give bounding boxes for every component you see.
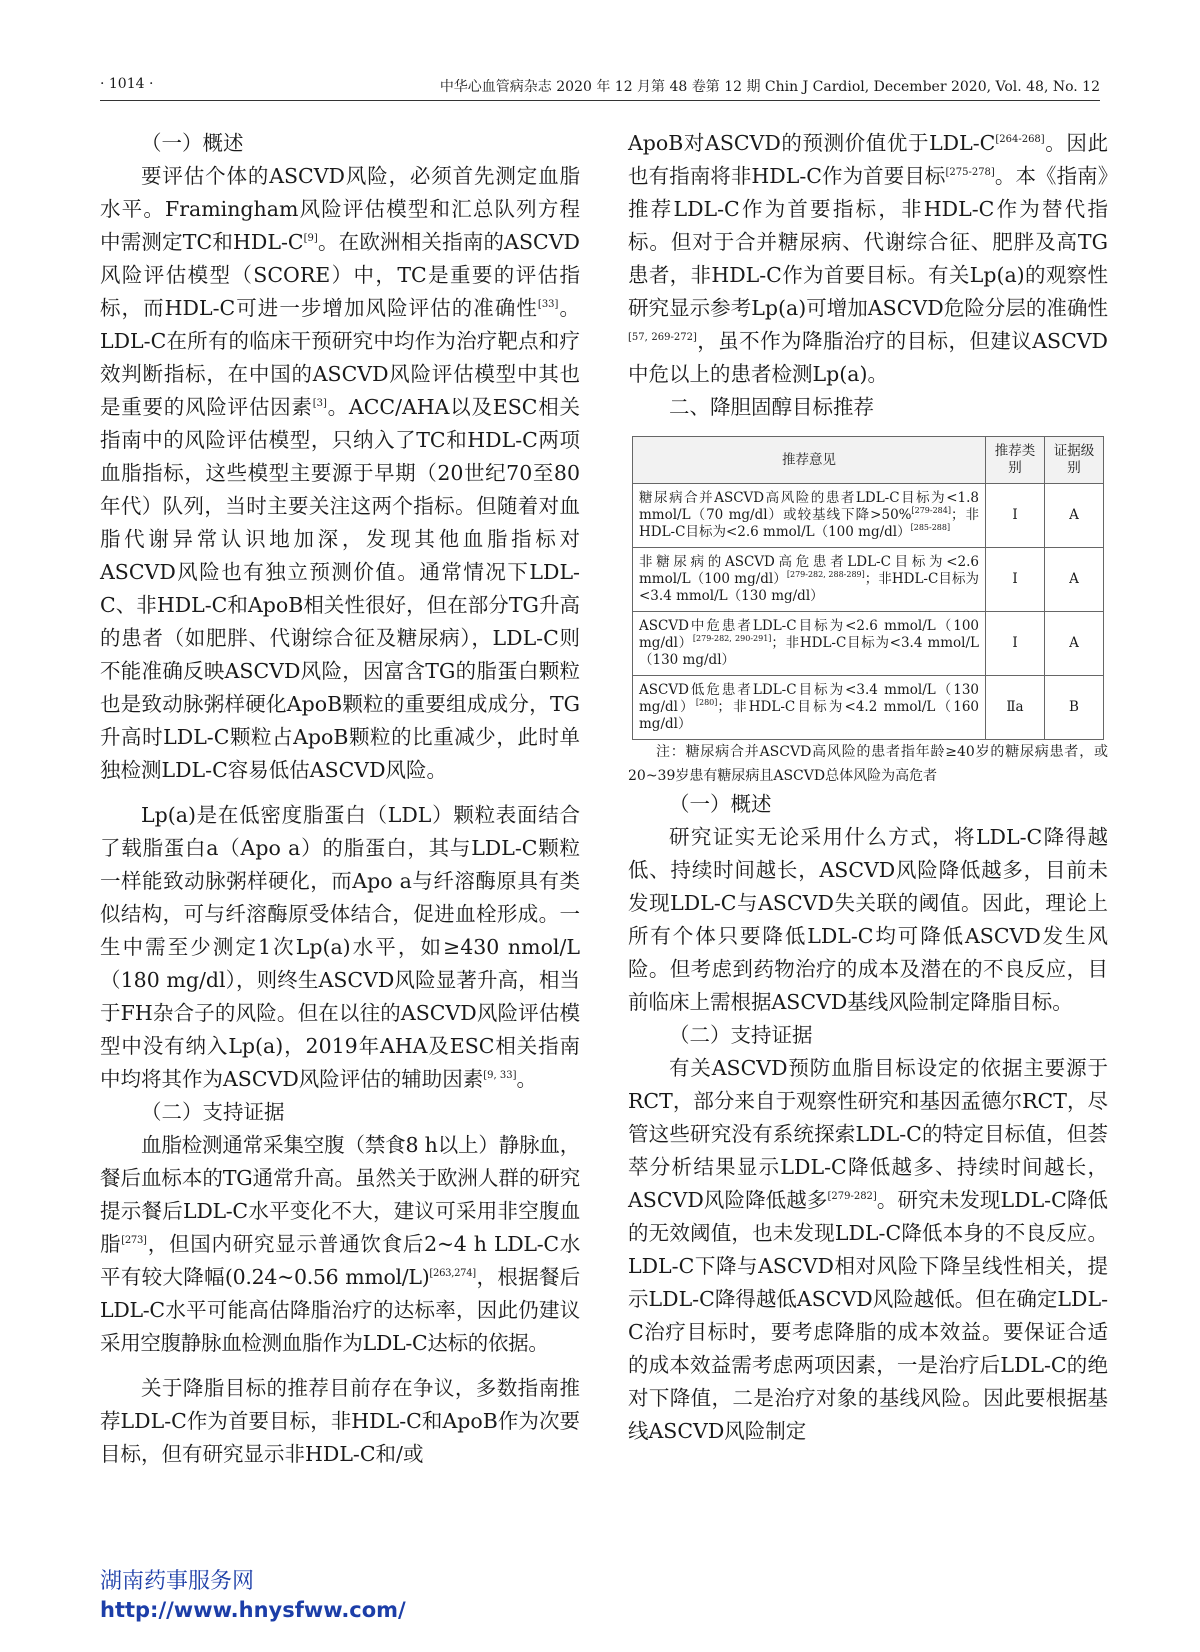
- text: 。本《指南》推荐LDL-C作为首要指标，非HDL-C作为替代指标。但对于合并糖尿病、代谢综合征、肥胖及高TG患者，非HDL-C作为首要目标。有关Lp(a)的观察性研究显示参考Lp(a)可增加ASCVD危险分层的准确性: [628, 164, 1109, 320]
- evidence-level: A: [1045, 548, 1104, 612]
- watermark-name: 湖南药事服务网: [100, 1569, 255, 1594]
- table-row: [633, 548, 1104, 612]
- table-note: 注：糖尿病合并ASCVD高风险的患者指年龄≥40岁的糖尿病患者，或20~39岁患有糖尿病且ASCVD总体风险为高危者: [628, 744, 1108, 784]
- section-heading-overview: （一）概述: [669, 792, 772, 816]
- text: 。: [516, 1067, 538, 1091]
- text: 有关ASCVD预防血脂目标设定的依据主要源于RCT，部分来自于观察性研究和基因孟德尔RCT，尽管这些研究没有系统探索LDL-C的特定目标值，但荟萃分析结果显示LDL-C降低越多、持续时间越长，ASCVD风险降低越多: [628, 1056, 1108, 1212]
- paragraph-risk-assessment: [100, 160, 580, 787]
- text: ASCVD低危患者LDL-C目标为<3.4 mmol/L（130 mg/dl）: [639, 682, 979, 715]
- section-heading-evidence: （二）支持证据: [669, 1023, 813, 1047]
- recommendation-text: [633, 612, 986, 676]
- recommendation-table: [632, 436, 1104, 740]
- citation-ref: [279-282]: [827, 1191, 877, 1202]
- section-heading-evidence: （二）支持证据: [141, 1100, 285, 1124]
- paragraph-target-controversy: 关于降脂目标的推荐目前存在争议，多数指南推荐LDL-C作为首要目标，非HDL-C和ApoB作为次要目标，但有研究显示非HDL-C和/或: [100, 1376, 580, 1466]
- text: ，虽不作为降脂治疗的目标，但建议ASCVD中危以上的患者检测Lp(a)。: [628, 329, 1108, 386]
- column-header: 推荐意见: [633, 437, 986, 484]
- citation-ref: [279-282, 290-291]: [692, 634, 772, 643]
- page-number: · 1014 ·: [100, 76, 154, 92]
- evidence-level: A: [1045, 612, 1104, 676]
- text: ，但国内研究显示普通饮食后2~4 h LDL-C水平有较大降幅(0.24~0.56 mmol/L): [100, 1232, 580, 1289]
- text: 要评估个体的ASCVD风险，必须首先测定血脂水平。Framingham风险评估模型和汇总队列方程中需测定TC和HDL-C: [100, 164, 580, 254]
- recommendation-class: Ⅰ: [986, 548, 1045, 612]
- recommendation-class: Ⅰ: [986, 612, 1045, 676]
- section-heading-overview: （一）概述: [141, 131, 244, 155]
- table-header-row: [633, 437, 1104, 484]
- site-watermark: [100, 1568, 406, 1624]
- recommendation-text: [633, 676, 986, 740]
- text: ，根据餐后LDL-C水平可能高估降脂治疗的达标率，因此仍建议采用空腹静脉血检测血脂作为LDL-C达标的依据。: [100, 1265, 580, 1355]
- text: ApoB对ASCVD的预测价值优于LDL-C: [628, 131, 996, 155]
- citation-ref: [285-288]: [910, 523, 951, 532]
- citation-ref: [279-284]: [911, 506, 951, 515]
- text: ；非HDL-C目标为<3.4 mmol/L（130 mg/dl）: [639, 571, 980, 604]
- table-row: [633, 484, 1104, 548]
- citation-ref: [9]: [303, 233, 318, 244]
- text: Lp(a)是在低密度脂蛋白（LDL）颗粒表面结合了载脂蛋白a（Apo a）的脂蛋白，其与LDL-C颗粒一样能致动脉粥样硬化，而Apo a与纤溶酶原具有类似结构，可与纤溶酶原受体结合，促进血栓形成。一生中需至少测定1次Lp(a)水平，如≥430 nmol/L（180 mg/dl），则终生ASCVD风险显著升高，相当于FH杂合子的风险。但在以往的ASCVD风险评估模型中没有纳入Lp(a)，2019年AHA及ESC相关指南中均将其作为ASCVD风险评估的辅助因素: [100, 803, 580, 1091]
- table-row: [633, 612, 1104, 676]
- paragraph-lipid-testing: [100, 1129, 580, 1360]
- text: 非糖尿病的ASCVD高危患者LDL-C目标为<2.6 mmol/L（100 mg/dl）: [639, 554, 979, 587]
- citation-ref: [273]: [121, 1235, 147, 1246]
- text: 。研究未发现LDL-C降低的无效阈值，也未发现LDL-C降低本身的不良反应。LDL-C下降与ASCVD相对风险下降呈线性相关，提示LDL-C降得越低ASCVD风险越低。但在确定LDL-C治疗目标时，要考虑降脂的成本效益。要保证合适的成本效益需考虑两项因素，一是治疗后LDL-C的绝对下降值，二是治疗对象的基线风险。因此要根据基线ASCVD风险制定: [628, 1188, 1108, 1443]
- text: 。在欧洲相关指南的ASCVD风险评估模型（SCORE）中，TC是重要的评估指标，而HDL-C可进一步增加风险评估的准确性: [100, 230, 580, 320]
- left-column: [100, 127, 580, 1471]
- evidence-level: B: [1045, 676, 1104, 740]
- running-header: [100, 70, 1100, 101]
- recommendation-class: Ⅰ: [986, 484, 1045, 548]
- watermark-url[interactable]: http://www.hnysfww.com/: [100, 1598, 406, 1622]
- table-row: [633, 676, 1104, 740]
- text: 血脂检测通常采集空腹（禁食8 h以上）静脉血，餐后血标本的TG通常升高。虽然关于欧洲人群的研究提示餐后LDL-C水平变化不大，建议可采用非空腹血脂: [100, 1133, 580, 1256]
- paragraph-apob: [628, 127, 1108, 391]
- citation-ref: [57, 269-272]: [628, 332, 697, 343]
- text: ；非HDL-C目标为<4.2 mmol/L（160 mg/dl）: [639, 699, 980, 732]
- citation-ref: [9, 33]: [483, 1070, 517, 1081]
- section-heading-targets: 二、降胆固醇目标推荐: [669, 395, 874, 419]
- recommendation-text: [633, 484, 986, 548]
- recommendation-text: [633, 548, 986, 612]
- text: 。LDL-C在所有的临床干预研究中均作为治疗靶点和疗效判断指标，在中国的ASCVD风险评估模型中其也是重要的风险评估因素: [100, 296, 581, 419]
- column-header: 推荐类别: [986, 437, 1045, 484]
- citation-ref: [264-268]: [995, 134, 1045, 145]
- citation-ref: [280]: [695, 698, 718, 707]
- text: 。因此也有指南将非HDL-C作为首要目标: [628, 131, 1108, 188]
- citation-ref: [279-282, 288-289]: [786, 570, 865, 579]
- text: 。ACC/AHA以及ESC相关指南中的风险评估模型，只纳入了TC和HDL-C两项血脂指标，这些模型主要源于早期（20世纪70至80年代）队列，当时主要关注这两个指标。但随着对血脂代谢异常认识地加深，发现其他血脂指标对ASCVD风险也有独立预测价值。通常情况下LDL-C、非HDL-C和ApoB相关性很好，但在部分TG升高的患者（如肥胖、代谢综合征及糖尿病），LDL-C则不能准确反映ASCVD风险，因富含TG的脂蛋白颗粒也是致动脉粥样硬化ApoB颗粒的重要组成成分，TG升高时LDL-C颗粒占ApoB颗粒的比重减少，此时单独检测LDL-C容易低估ASCVD风险。: [100, 395, 580, 782]
- citation-ref: [263,274]: [429, 1268, 476, 1279]
- journal-citation: 中华心血管病杂志 2020 年 12 月第 48 卷第 12 期 Chin J Cardiol, December 2020, Vol. 48, No. 12: [439, 79, 1100, 95]
- paragraph-ldl-lowering: 研究证实无论采用什么方式，将LDL-C降得越低、持续时间越长，ASCVD风险降低越多，目前未发现LDL-C与ASCVD失关联的阈值。因此，理论上所有个体只要降低LDL-C均可降低ASCVD发生风险。但考虑到药物治疗的成本及潜在的不良反应，目前临床上需根据ASCVD基线风险制定降脂目标。: [628, 825, 1108, 1014]
- paragraph-rct-evidence: [628, 1052, 1108, 1448]
- recommendation-class: Ⅱa: [986, 676, 1045, 740]
- text: ；非HDL-C目标为<3.4 mmol/L（130 mg/dl）: [639, 635, 980, 668]
- column-header: 证据级别: [1045, 437, 1104, 484]
- text: 糖尿病合并ASCVD高风险的患者LDL-C目标为<1.8 mmol/L（70 mg/dl）或较基线下降>50%: [639, 490, 979, 523]
- paragraph-lpa: [100, 799, 580, 1096]
- text: ；非HDL-C目标为<2.6 mmol/L（100 mg/dl）: [639, 507, 980, 540]
- citation-ref: [275-278]: [945, 167, 995, 178]
- right-column: [628, 127, 1108, 1448]
- citation-ref: [3]: [312, 398, 327, 409]
- text: ASCVD中危患者LDL-C目标为<2.6 mmol/L（100 mg/dl）: [639, 618, 979, 651]
- evidence-level: A: [1045, 484, 1104, 548]
- citation-ref: [33]: [537, 299, 559, 310]
